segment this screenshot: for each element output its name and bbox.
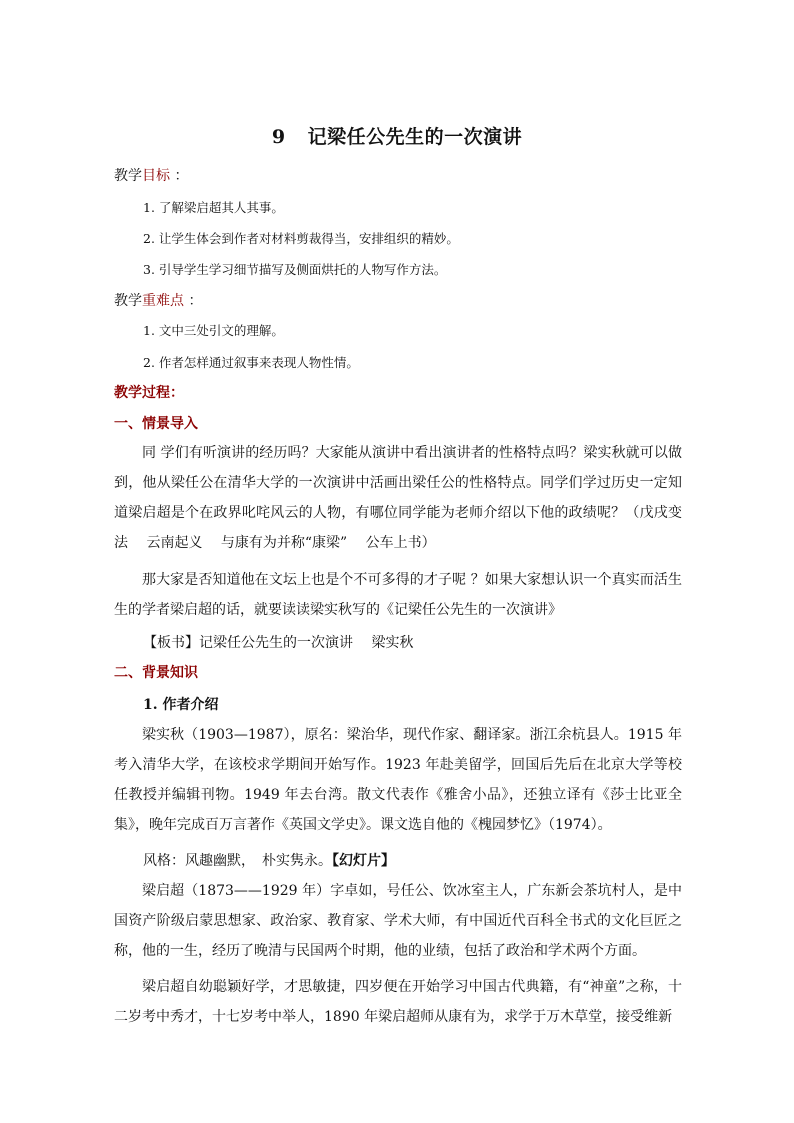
objectives-heading: 教学目标 ： bbox=[114, 168, 189, 184]
board-note: 【板书】记梁任公先生的一次演讲 梁实秋 bbox=[143, 635, 414, 651]
intro-paragraph: 同 学们有听演讲的经历吗？大家能从演讲中看出演讲者的性格特点吗？梁实秋就可以做到，他从梁任公在清华大学的一次演讲中活画出梁任公的性格特点。同学们学过历史一定知道梁启超是个在政界叱咤风云的人物，有哪位同学能为老师介绍以下他的政绩呢？（戊戌变法 云南起义 与康有为并称“康梁” 公车上书） bbox=[114, 445, 682, 551]
liang-qichao-paragraph-2: 梁启超自幼聪颖好学，才思敏捷，四岁便在开始学习中国古代典籍，有“神童”之称，十二岁考中秀才，十七岁考中举人，1890 年梁启超师从康有为，求学于万木草堂，接受维新 bbox=[114, 979, 682, 1025]
author-paragraph: 梁实秋（1903—1987），原名：梁治华，现代作家、翻译家。浙江余杭县人。1915 年考入清华大学，在该校求学期间开始写作。1923 年赴美留学，回国后先后在北京大学等校任教授并编辑刊物。1949 年去台湾。散文代表作《雅舍小品》，还独立译有《莎士比亚全集》，晚年完成百万言著作《英国文学史》。课文选自他的《槐园梦忆》（1974）。 bbox=[114, 727, 682, 833]
section-background-heading: 二、背景知识 bbox=[114, 665, 198, 681]
section-intro-heading: 一、情景导入 bbox=[114, 416, 198, 432]
author-intro-subheading: 1. 作者介绍 bbox=[143, 697, 219, 713]
difficulty-item: 1. 文中三处引文的理解。 bbox=[143, 323, 284, 338]
objective-item: 2. 让学生体会到作者对材料剪裁得当，安排组织的精妙。 bbox=[143, 231, 459, 246]
lesson-number: 9 bbox=[271, 126, 286, 148]
liang-qichao-paragraph: 梁启超（1873——1929 年）字卓如，号任公、饮冰室主人，广东新会茶坑村人，是中国资产阶级启蒙思想家、政治家、教育家、学术大师，有中国近代百科全书式的文化巨匠之称，他的一生，经历了晚清与民国两个时期，他的业绩，包括了政治和学术两个方面。 bbox=[114, 883, 682, 959]
page-title bbox=[0, 122, 794, 149]
intro-paragraph-2: 那大家是否知道他在文坛上也是个不可多得的才子呢 ？如果大家想认识一个真实而活生生的学者梁启超的话，就要读读梁实秋写的《记梁任公先生的一次演讲》 bbox=[114, 572, 682, 618]
process-heading: 教学过程： bbox=[114, 385, 184, 401]
lesson-title: 记梁任公先生的一次演讲 bbox=[307, 126, 523, 148]
objective-item: 3. 引导学生学习细节描写及侧面烘托的人物写作方法。 bbox=[143, 262, 447, 277]
objective-item: 1. 了解梁启超其人其事。 bbox=[143, 200, 284, 215]
difficulty-item: 2. 作者怎样通过叙事来表现人物性情。 bbox=[143, 355, 359, 370]
difficulties-heading: 教学重难点 ： bbox=[114, 293, 203, 309]
style-line: 风格：风趣幽默， 朴实隽永。【幻灯片】 bbox=[143, 853, 395, 869]
